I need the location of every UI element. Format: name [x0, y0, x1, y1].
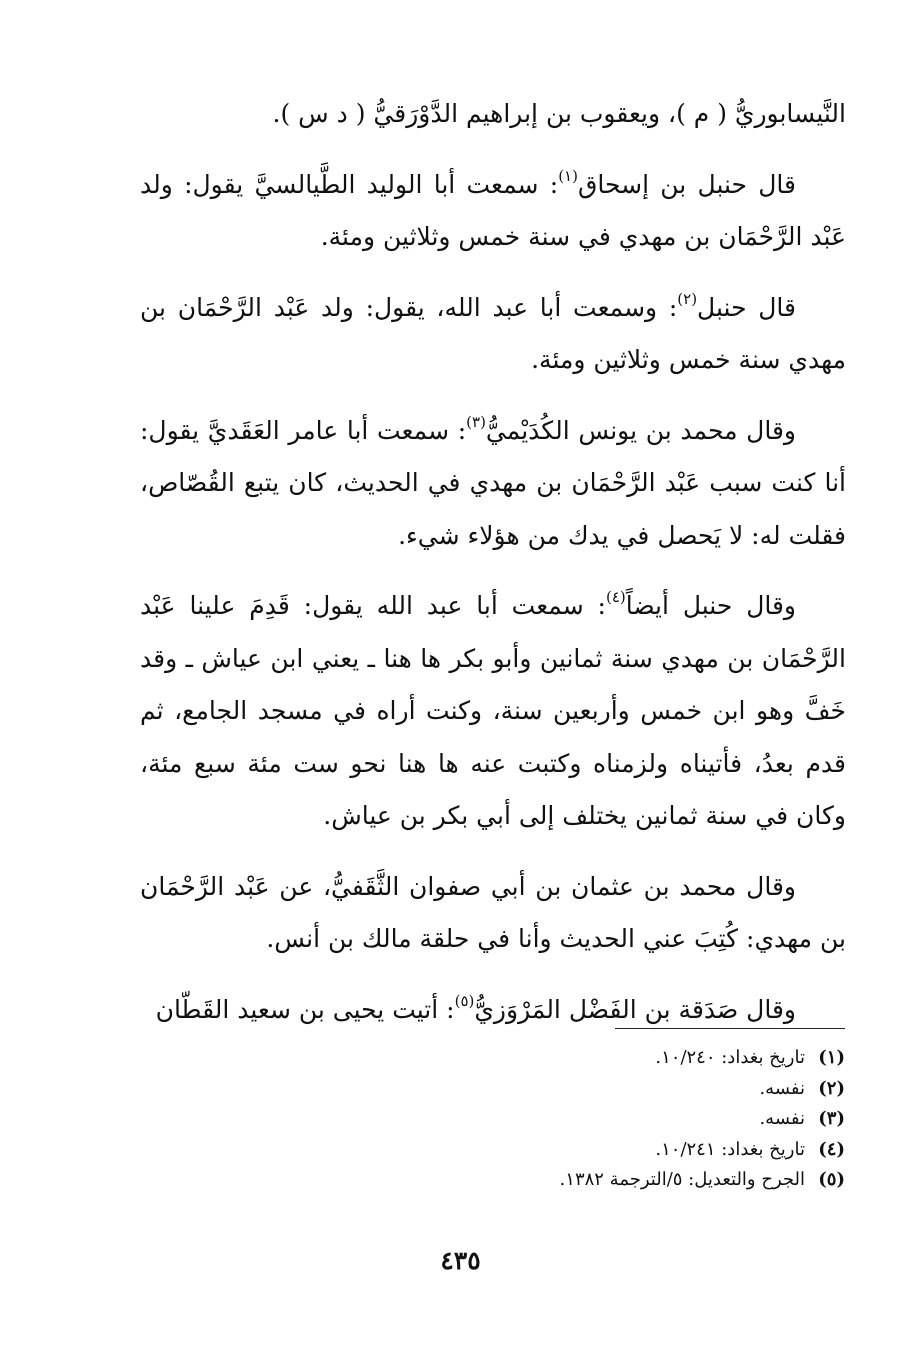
- footnote-ref-3: (٣): [466, 412, 486, 431]
- main-text: [140, 88, 846, 1054]
- footnote-number: (٤): [818, 1138, 845, 1160]
- paragraph-1: [140, 88, 846, 141]
- footnote-text: الجرح والتعديل: ٥/الترجمة ١٣٨٢.: [559, 1169, 805, 1190]
- paragraph-6: [140, 861, 846, 966]
- footnote-4: [325, 1135, 845, 1166]
- paragraph-3: [140, 282, 846, 387]
- footnote-text: تاريخ بغداد: ١٠/٢٤١.: [655, 1138, 805, 1160]
- text-run: وقال حنبل أيضاً: [625, 591, 796, 620]
- footnote-separator: [615, 1028, 845, 1029]
- text-run: النَّيسابوريُّ ( م )، ويعقوب بن إبراهيم الدَّوْرَقيُّ ( د س ).: [272, 99, 846, 128]
- page-number: ٤٣٥: [440, 1246, 481, 1275]
- text-run: قال حنبل: [697, 292, 796, 322]
- footnote-number: (٢): [818, 1077, 845, 1099]
- text-run: وقال محمد بن عثمان بن أبي صفوان الثَّقَفيُّ، عن عَبْد الرَّحْمَان بن مهدي: كُتِبَ عني الحديث وأنا في حلقة مالك بن أنس.: [140, 871, 846, 953]
- paragraph-5: [140, 580, 846, 843]
- text-run: : سمعت أبا عبد الله يقول: قَدِمَ علينا عَبْد الرَّحْمَان بن مهدي سنة ثمانين وأبو بكر ها هنا ـ يعني ابن عياش ـ وقد خَفَّ وهو ابن خمس وأربعين سنة، وكنت أراه في مسجد الجامع، ثم قدم بعدُ، فأتيناه ولزمناه وكتبت عنه ها هنا نحو ست مئة سبع مئة، وكان في سنة ثمانين يختلف إلى أبي بكر بن عياش.: [140, 591, 846, 830]
- footnote-2: [325, 1074, 845, 1105]
- footnotes: [325, 1043, 845, 1196]
- text-run: : سمعت أبا عامر العَقَديَّ يقول: أنا كنت سبب عَبْد الرَّحْمَان بن مهدي في الحديث، كان يتبع القُصّاص، فقلت له: لا يَحصل في يدك من هؤلاء شيء.: [140, 415, 846, 550]
- footnote-text: نفسه.: [759, 1077, 805, 1099]
- footnote-1: [325, 1043, 845, 1074]
- footnote-ref-5: (٥): [454, 991, 475, 1010]
- paragraph-2: [140, 159, 846, 264]
- text-run: : وسمعت أبا عبد الله، يقول: ولد عَبْد الرَّحْمَان بن مهدي سنة خمس وثلاثين ومئة.: [140, 292, 846, 374]
- footnote-3: [325, 1104, 845, 1135]
- footnote-ref-2: (٢): [677, 289, 698, 308]
- footnote-text: تاريخ بغداد: ١٠/٢٤٠.: [655, 1047, 805, 1068]
- paragraph-4: [140, 405, 846, 563]
- text-run: : أتيت يحيى بن سعيد القَطّان: [155, 994, 455, 1024]
- footnote-text: نفسه.: [759, 1108, 805, 1129]
- footnote-ref-4: (٤): [605, 588, 626, 606]
- footnote-number: (١): [818, 1047, 845, 1068]
- footnote-ref-1: (١): [558, 166, 578, 185]
- text-run: وقال محمد بن يونس الكُدَيْميُّ: [485, 415, 796, 445]
- text-run: : سمعت أبا الوليد الطَّيالسيَّ يقول: ولد عَبْد الرَّحْمَان بن مهدي في سنة خمس وثلاثين ومئة.: [140, 169, 846, 251]
- footnote-number: (٥): [818, 1169, 845, 1190]
- footnote-5: [325, 1165, 845, 1196]
- footnote-number: (٣): [818, 1108, 845, 1129]
- text-run: وقال صَدَقة بن الفَضْل المَرْوَزيُّ: [474, 994, 796, 1024]
- text-run: قال حنبل بن إسحاق: [577, 169, 796, 199]
